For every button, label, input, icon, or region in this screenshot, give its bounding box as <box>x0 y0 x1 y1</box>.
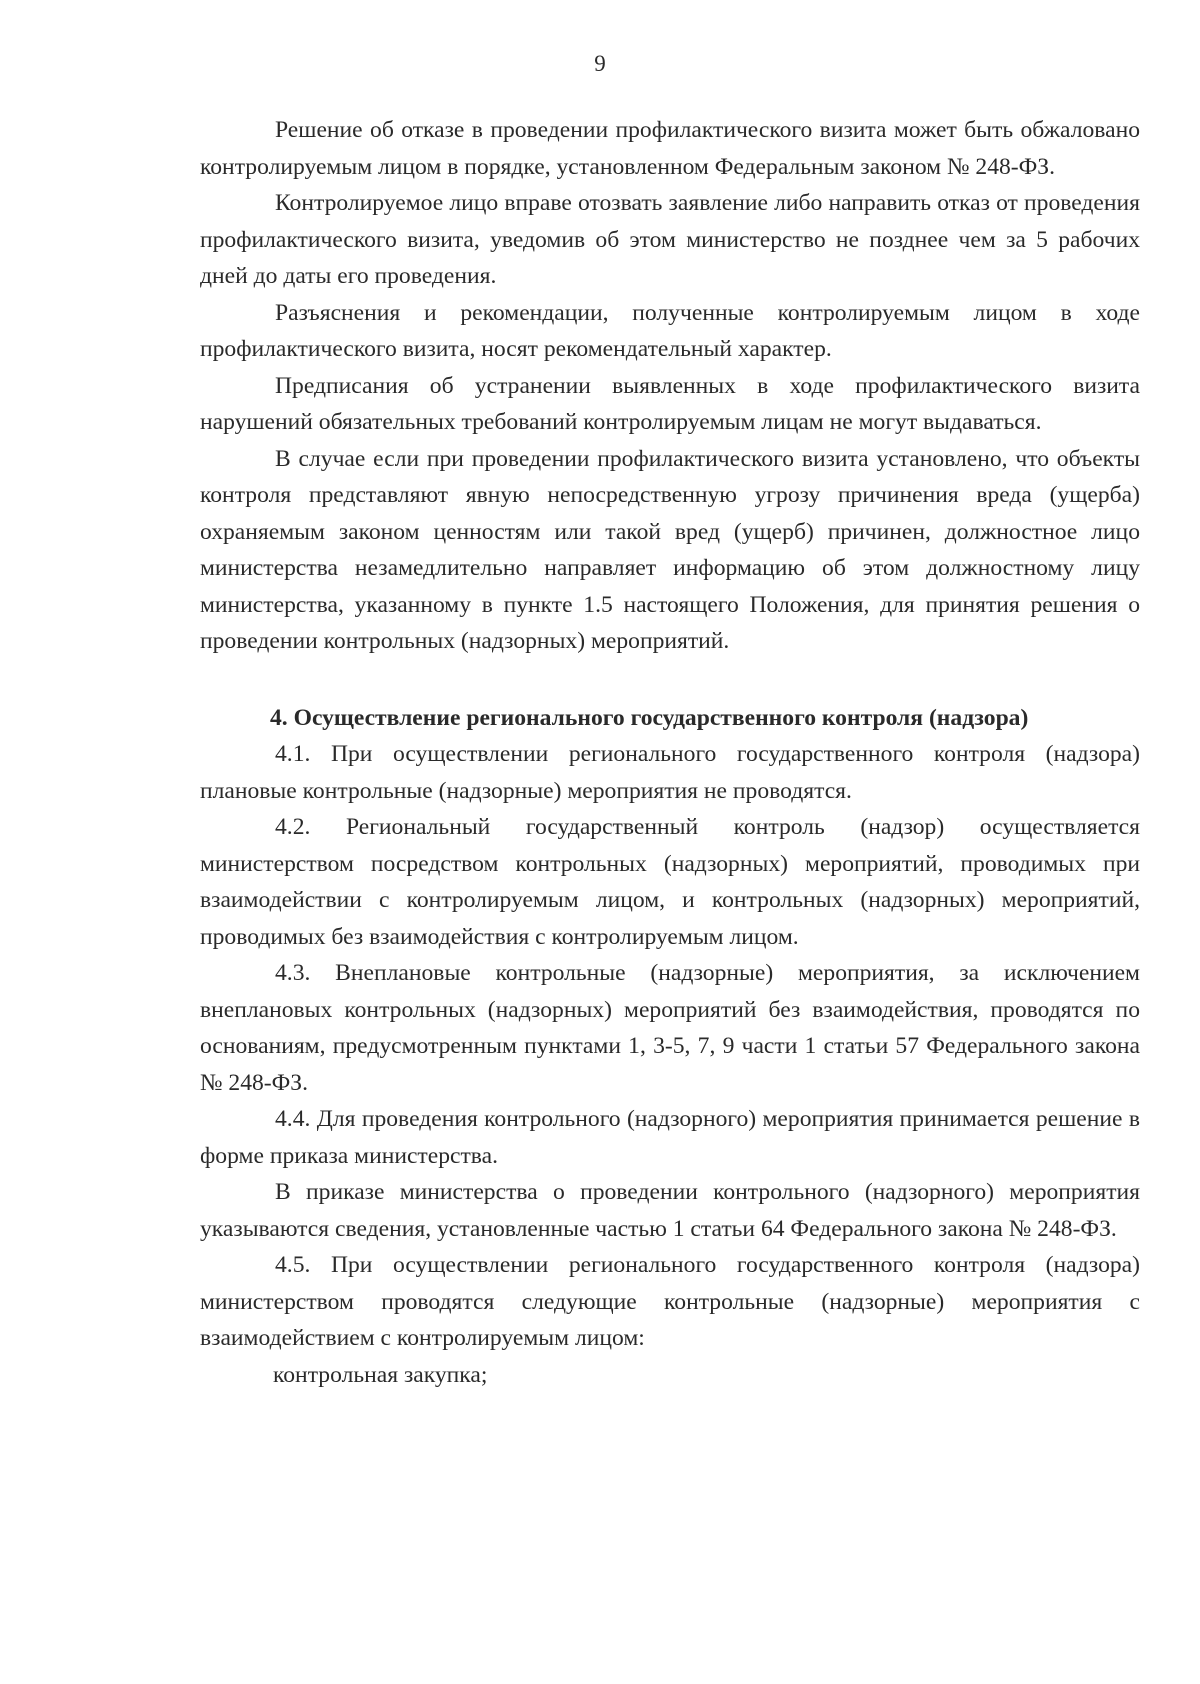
paragraph-explanations: Разъяснения и рекомендации, полученные контролируемым лицом в ходе профилактического визита, носят рекомендательный характер. <box>200 299 1140 362</box>
section-4-heading: 4. Осуществление регионального государственного контроля (надзора) <box>270 704 1029 731</box>
paragraph-threat-case: В случае если при проведении профилактического визита установлено, что объекты контроля представляют явную непосредственную угрозу причинения вреда (ущерба) охраняемым законом ценностям или такой вред (ущерб) причинен, должностное лицо министерства незамедлительно направляет информацию об этом должностному лицу министерства, указанному в пункте 1.5 настоящего Положения, для принятия решения о проведении контрольных (надзорных) мероприятий. <box>200 445 1140 654</box>
paragraph-4-5: 4.5. При осуществлении регионального государственного контроля (надзора) министерством проводятся следующие контрольные (надзорные) мероприятия с взаимодействием с контролируемым лицом: <box>200 1252 1140 1351</box>
paragraph-4-1: 4.1. При осуществлении регионального государственного контроля (надзора) плановые контрольные (надзорные) мероприятия не проводятся. <box>200 741 1140 804</box>
paragraph-4-3: 4.3. Внеплановые контрольные (надзорные) мероприятия, за исключением внеплановых контрольных (надзорных) мероприятий без взаимодействия, проводятся по основаниям, предусмотренным пунктами 1, 3-5, 7, 9 части 1 статьи 57 Федерального закона № 248-ФЗ. <box>200 960 1140 1096</box>
paragraph-withdraw-application: Контролируемое лицо вправе отозвать заявление либо направить отказ от проведения профилактического визита, уведомив об этом министерство не позднее чем за 5 рабочих дней до даты его проведения. <box>200 190 1140 289</box>
paragraph-4-4: 4.4. Для проведения контрольного (надзорного) мероприятия принимается решение в форме приказа министерства. <box>200 1106 1140 1169</box>
paragraph-order-contents: В приказе министерства о проведении контрольного (надзорного) мероприятия указываются сведения, установленные частью 1 статьи 64 Федерального закона № 248-ФЗ. <box>200 1179 1140 1242</box>
page-number: 9 <box>594 51 606 76</box>
list-item-control-purchase: контрольная закупка; <box>273 1361 488 1388</box>
paragraph-appeal-refusal: Решение об отказе в проведении профилактического визита может быть обжаловано контролируемым лицом в порядке, установленном Федеральным законом № 248-ФЗ. <box>200 117 1140 180</box>
paragraph-4-2: 4.2. Региональный государственный контроль (надзор) осуществляется министерством посредством контрольных (надзорных) мероприятий, проводимых при взаимодействии с контролируемым лицом, и контрольных (надзорных) мероприятий, проводимых без взаимодействия с контролируемым лицом. <box>200 814 1140 950</box>
document-body <box>200 112 1140 1393</box>
paragraph-prescriptions: Предписания об устранении выявленных в ходе профилактического визита нарушений обязательных требований контролируемым лицам не могут выдаваться. <box>200 372 1140 435</box>
